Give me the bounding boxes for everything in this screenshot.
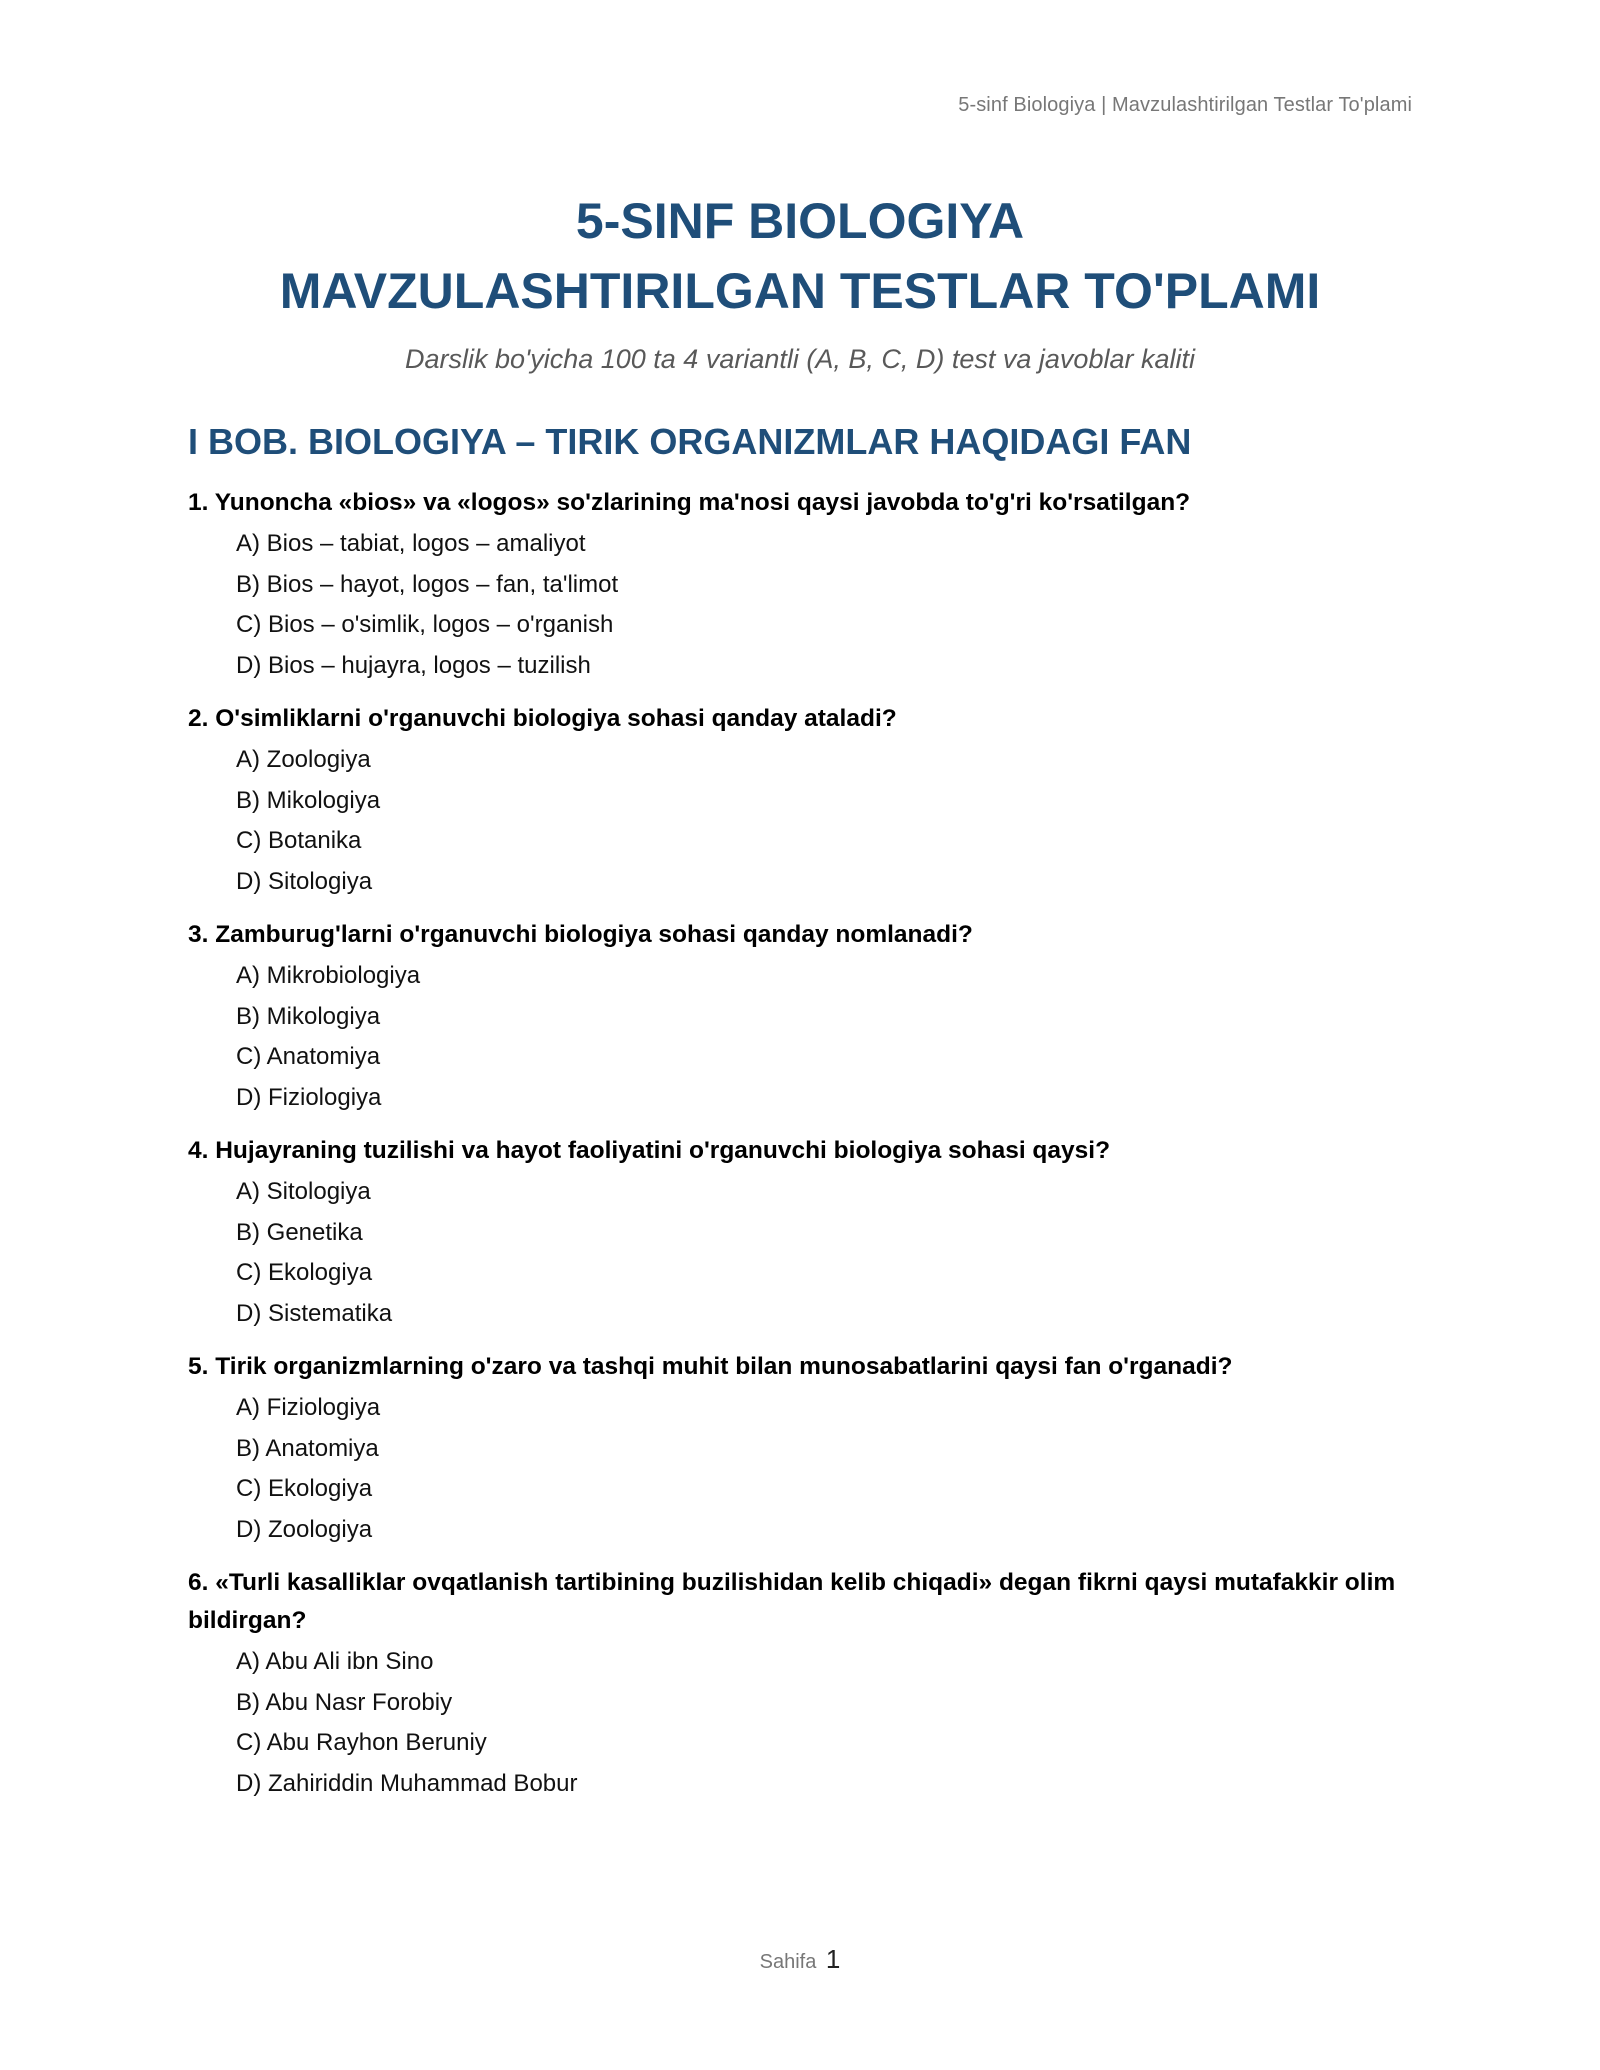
page-footer	[0, 1944, 1600, 1975]
option-a: A) Bios – tabiat, logos – amaliyot	[236, 530, 586, 557]
option-c: C) Botanika	[236, 827, 362, 854]
page-label: Sahifa	[759, 1951, 817, 1973]
option-a: A) Zoologiya	[236, 746, 371, 773]
title-block	[0, 186, 1600, 375]
option-b: B) Abu Nasr Forobiy	[236, 1688, 453, 1716]
option-list	[188, 524, 1413, 686]
option-d: D) Bios – hujayra, logos – tuzilish	[236, 651, 591, 679]
option-d: D) Sistematika	[236, 1299, 393, 1327]
option-c: C) Abu Rayhon Beruniy	[236, 1729, 487, 1756]
question-text: 5. Tirik organizmlarning o'zaro va tashqi muhit bilan munosabatlarini qaysi fan o'rganadi?	[188, 1353, 1233, 1380]
question-4	[188, 1132, 1413, 1334]
option-b: B) Mikologiya	[236, 786, 381, 814]
document-subtitle: Darslik bo'yicha 100 ta 4 variantli (A, B, C, D) test va javoblar kaliti	[405, 344, 1195, 374]
option-list	[188, 740, 1413, 902]
question-1	[188, 484, 1413, 686]
option-b: B) Mikologiya	[236, 1002, 381, 1030]
option-list	[188, 956, 1413, 1118]
option-a: A) Sitologiya	[236, 1178, 371, 1205]
question-text: 6. «Turli kasalliklar ovqatlanish tartibining buzilishidan kelib chiqadi» degan fikrni qaysi mutafakkir olim bildirgan?	[188, 1569, 1396, 1634]
option-d: D) Sitologiya	[236, 867, 373, 895]
option-d: D) Zoologiya	[236, 1515, 373, 1543]
question-text: 3. Zamburug'larni o'rganuvchi biologiya sohasi qanday nomlanadi?	[188, 921, 973, 948]
content-area	[188, 420, 1413, 1818]
option-c: C) Ekologiya	[236, 1475, 373, 1502]
option-b: B) Bios – hayot, logos – fan, ta'limot	[236, 570, 619, 598]
option-b: B) Genetika	[236, 1218, 363, 1246]
question-5	[188, 1348, 1413, 1550]
option-d: D) Fiziologiya	[236, 1083, 382, 1111]
option-a: A) Mikrobiologiya	[236, 962, 421, 989]
document-title-line-2: MAVZULASHTIRILGAN TESTLAR TO'PLAMI	[279, 263, 1321, 319]
option-list	[188, 1172, 1413, 1334]
option-c: C) Anatomiya	[236, 1043, 381, 1070]
question-text: 2. O'simliklarni o'rganuvchi biologiya sohasi qanday ataladi?	[188, 705, 897, 732]
option-a: A) Abu Ali ibn Sino	[236, 1648, 434, 1675]
option-d: D) Zahiriddin Muhammad Bobur	[236, 1769, 578, 1797]
question-2	[188, 700, 1413, 902]
running-header: 5-sinf Biologiya | Mavzulashtirilgan Testlar To'plami	[958, 94, 1412, 116]
option-c: C) Bios – o'simlik, logos – o'rganish	[236, 611, 614, 638]
document-title-line-1: 5-SINF BIOLOGIYA	[575, 193, 1025, 249]
option-a: A) Fiziologiya	[236, 1394, 381, 1421]
page-number: 1	[825, 1944, 841, 1974]
question-3	[188, 916, 1413, 1118]
option-list	[188, 1388, 1413, 1550]
question-6	[188, 1564, 1413, 1804]
option-c: C) Ekologiya	[236, 1259, 373, 1286]
option-list	[188, 1642, 1413, 1804]
option-b: B) Anatomiya	[236, 1434, 379, 1462]
question-text: 1. Yunoncha «bios» va «logos» so'zlarining ma'nosi qaysi javobda to'g'ri ko'rsatilgan?	[188, 489, 1191, 516]
question-text: 4. Hujayraning tuzilishi va hayot faoliyatini o'rganuvchi biologiya sohasi qaysi?	[188, 1137, 1111, 1164]
chapter-heading: I BOB. BIOLOGIYA – TIRIK ORGANIZMLAR HAQIDAGI FAN	[188, 421, 1192, 462]
